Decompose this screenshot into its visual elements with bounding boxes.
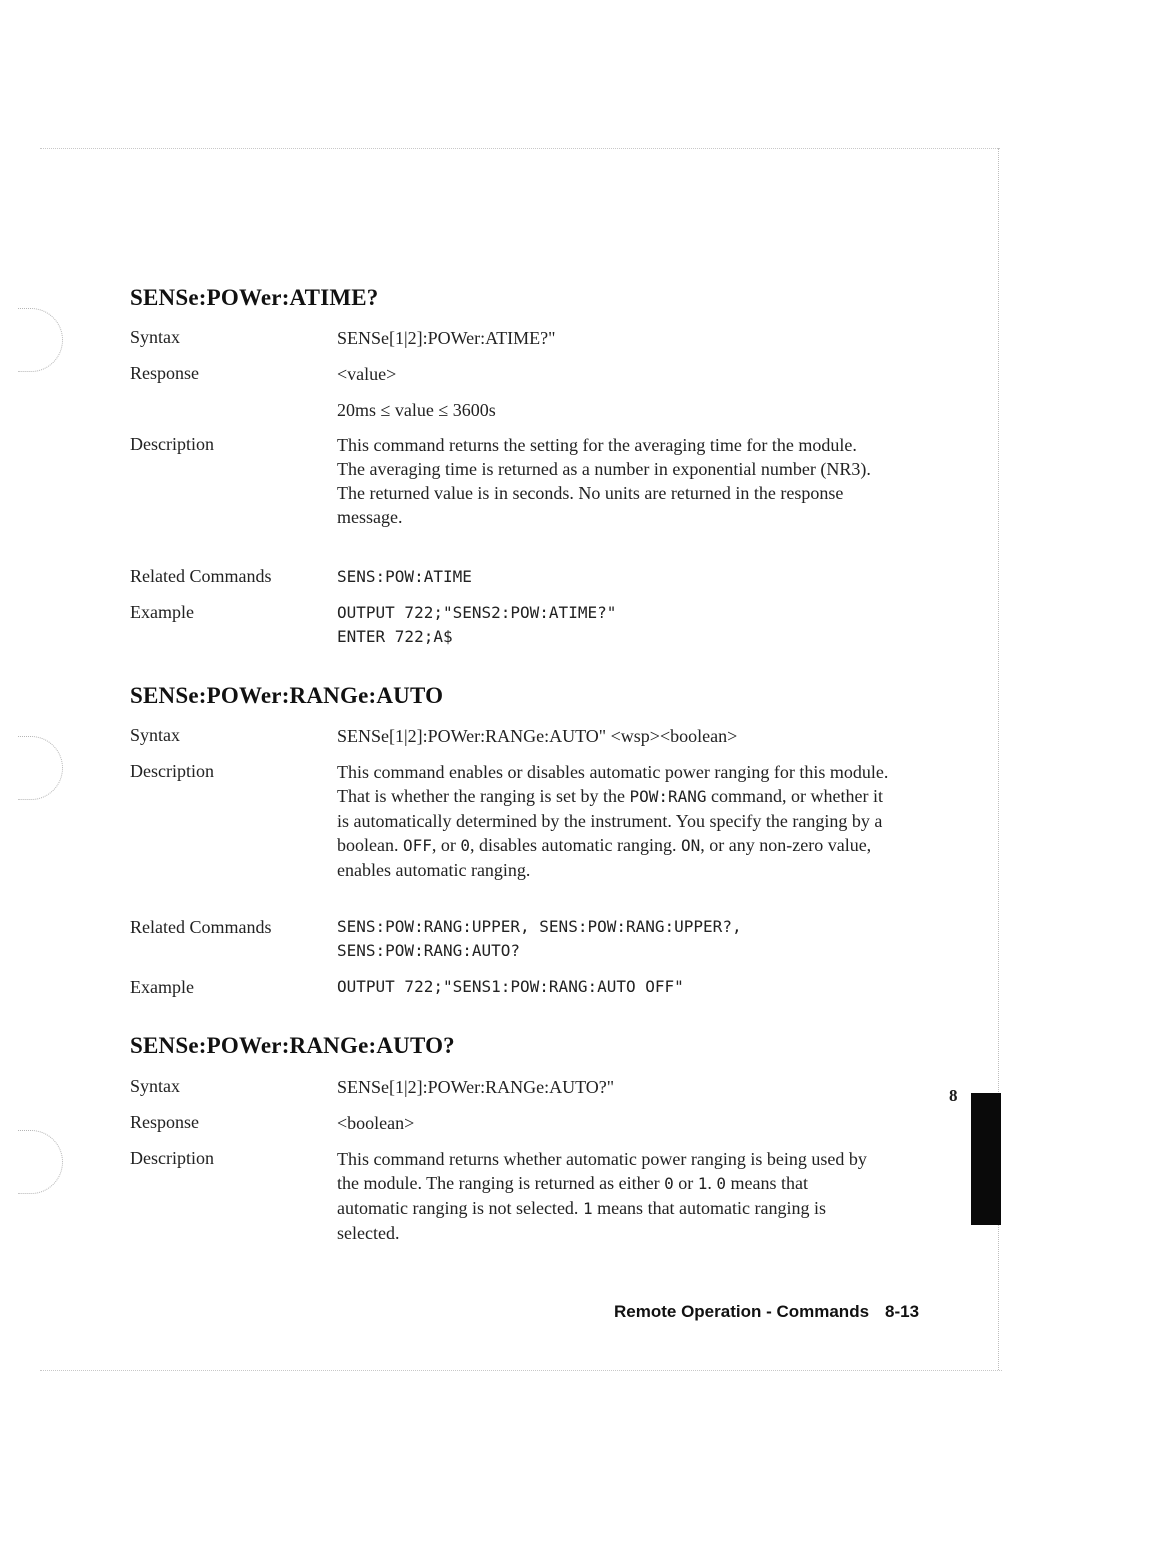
inline-code: OFF (402, 836, 432, 855)
inline-code: 1 (582, 1199, 593, 1218)
punch-hole (18, 1130, 63, 1194)
syntax-value: SENSe[1|2]:POWer:ATIME?" (337, 328, 556, 348)
inline-code: ON (680, 836, 701, 855)
description-fragment: means that automatic ranging is not selected. (337, 1173, 808, 1218)
section-title: SENSe:POWer:RANGe:AUTO (130, 683, 444, 708)
related-commands-value: SENS:POW:ATIME (337, 567, 472, 586)
related-commands-value: SENS:POW:RANG:UPPER, SENS:POW:RANG:UPPER?, (337, 917, 742, 936)
response-value: <boolean> (337, 1113, 415, 1133)
syntax-value: SENSe[1|2]:POWer:RANGe:AUTO" <wsp><boolean> (337, 726, 738, 746)
syntax-label: Syntax (130, 1076, 181, 1096)
description-text: This command returns the setting for the averaging time for the module. The averaging time is returned as a number in exponential number (NR3). The returned value is in seconds. No units are returned in the response message. (337, 435, 871, 527)
page-trim-top (40, 148, 1000, 149)
section-title: SENSe:POWer:ATIME? (130, 285, 379, 310)
page-trim-bottom (40, 1370, 1002, 1371)
description-label: Description (130, 1148, 214, 1168)
example-label: Example (130, 602, 194, 622)
related-commands-value: SENS:POW:RANG:AUTO? (337, 941, 521, 960)
section-title: SENSe:POWer:RANGe:AUTO? (130, 1033, 455, 1058)
punch-hole (18, 736, 63, 800)
inline-code: 0 (664, 1174, 674, 1193)
description-fragment: , disables automatic ranging. (470, 835, 681, 855)
related-commands-label: Related Commands (130, 566, 272, 586)
description-fragment: This command enables or disables automatic power ranging for this module. That is whether the ranging is set by the (337, 762, 889, 806)
syntax-label: Syntax (130, 327, 181, 347)
description-fragment: This command returns whether automatic power ranging is being used by the module. The ranging is returned as either (337, 1149, 867, 1193)
syntax-value: SENSe[1|2]:POWer:RANGe:AUTO?" (337, 1077, 615, 1097)
example-label: Example (130, 977, 194, 997)
page-number: 8-13 (885, 1302, 920, 1321)
description-label: Description (130, 434, 214, 454)
description-fragment: , or any non-zero value, enables automatic ranging. (337, 835, 872, 880)
description-text (337, 760, 897, 882)
description-text (337, 1147, 882, 1245)
description-fragment: . (707, 1173, 717, 1193)
related-commands-label: Related Commands (130, 917, 272, 937)
description-fragment: or (673, 1173, 698, 1193)
response-label: Response (130, 1112, 199, 1132)
description-fragment: means that automatic ranging is selected. (337, 1198, 827, 1243)
inline-code: 1 (697, 1174, 708, 1193)
chapter-tab-number: 8 (949, 1086, 958, 1105)
chapter-tab-marker (971, 1093, 1001, 1225)
example-line: OUTPUT 722;"SENS2:POW:ATIME?" (337, 603, 617, 622)
footer-title: Remote Operation - Commands (614, 1302, 870, 1321)
response-value: <value> (337, 364, 397, 384)
syntax-label: Syntax (130, 725, 181, 745)
response-label: Response (130, 363, 199, 383)
inline-code: 0 (460, 836, 471, 855)
description-fragment: , or (431, 835, 461, 855)
inline-code: 0 (716, 1174, 726, 1193)
example-line: ENTER 722;A$ (337, 627, 453, 646)
description-fragment: command, or whether it is automatically determined by the instrument. You specify the ranging by a boolean. (337, 786, 883, 855)
example-line: OUTPUT 722;"SENS1:POW:RANG:AUTO OFF" (337, 977, 684, 996)
response-range: 20ms ≤ value ≤ 3600s (337, 400, 496, 420)
punch-hole (18, 308, 63, 372)
inline-code: POW:RANG (629, 787, 707, 806)
page-footer (614, 1302, 919, 1322)
description-label: Description (130, 761, 214, 781)
